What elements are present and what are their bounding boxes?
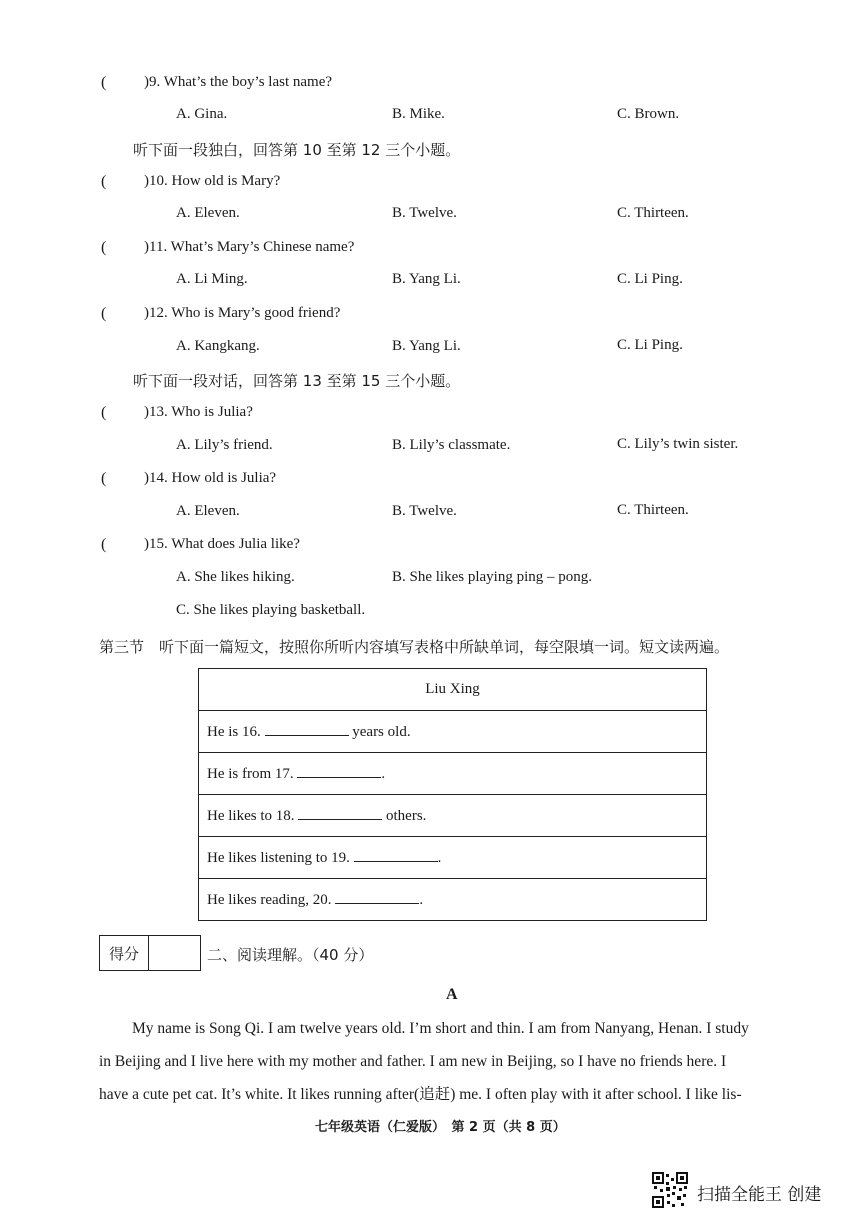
q10-option-b: B. Twelve. [392, 205, 457, 221]
q13-option-b: B. Lily’s classmate. [392, 437, 511, 453]
blank-17[interactable] [297, 765, 381, 778]
q14-option-c: C. Thirteen. [617, 502, 689, 518]
answer-paren: ( [101, 470, 107, 487]
table-header: Liu Xing [199, 669, 707, 711]
blank-16[interactable] [265, 723, 349, 736]
question-15: )15. What does Julia like? [144, 536, 300, 552]
q13-option-c: C. Lily’s twin sister. [617, 436, 739, 452]
passage-letter: A [446, 986, 458, 1003]
q11-option-a: A. Li Ming. [176, 271, 248, 287]
row-suffix: others. [386, 807, 427, 824]
q12-option-a: A. Kangkang. [176, 338, 260, 354]
answer-paren: ( [101, 305, 107, 322]
table-row [199, 837, 707, 879]
fill-in-table [198, 668, 707, 921]
qr-code-icon [652, 1172, 688, 1208]
q9-option-a: A. Gina. [176, 106, 228, 122]
blank-18[interactable] [298, 807, 382, 820]
table-row [199, 879, 707, 921]
page-footer: 七年级英语（仁爱版） 第 2 页（共 8 页） [315, 1120, 566, 1135]
blank-20[interactable] [335, 891, 419, 904]
answer-paren: ( [101, 74, 107, 91]
q12-option-b: B. Yang Li. [392, 338, 461, 354]
q15-option-b: B. She likes playing ping – pong. [392, 569, 592, 585]
q14-option-b: B. Twelve. [392, 503, 457, 519]
row-prefix: He likes reading, 20. [207, 891, 332, 908]
table-row [199, 711, 707, 753]
question-11: )11. What’s Mary’s Chinese name? [144, 239, 355, 255]
score-field[interactable] [149, 936, 200, 970]
answer-paren: ( [101, 173, 107, 190]
answer-paren: ( [101, 536, 107, 553]
table-row [199, 753, 707, 795]
scanner-brand-label: 扫描全能王 创建 [697, 1185, 822, 1205]
row-suffix: . [419, 891, 424, 908]
question-12: )12. Who is Mary’s good friend? [144, 305, 341, 321]
row-suffix: years old. [352, 723, 411, 740]
q10-option-c: C. Thirteen. [617, 205, 689, 221]
q9-option-c: C. Brown. [617, 106, 680, 122]
table-row [199, 795, 707, 837]
row-suffix: . [437, 849, 442, 866]
row-prefix: He is from 17. [207, 765, 294, 782]
part-2-title: 二、阅读理解。（40 分） [207, 946, 374, 964]
blank-19[interactable] [354, 849, 438, 862]
q15-option-a: A. She likes hiking. [176, 569, 295, 585]
score-box [99, 935, 201, 971]
q12-option-c: C. Li Ping. [617, 337, 683, 353]
passage-text [99, 1012, 811, 1111]
section-3-instruction: 第三节 听下面一篇短文，按照你所听内容填写表格中所缺单词，每空限填一词。短文读两遍。 [99, 638, 730, 656]
q9-option-b: B. Mike. [392, 106, 445, 122]
question-14: )14. How old is Julia? [144, 470, 277, 486]
q11-option-b: B. Yang Li. [392, 271, 461, 287]
instruction-dialogue: 听下面一段对话，回答第 13 至第 15 三个小题。 [133, 372, 461, 390]
q14-option-a: A. Eleven. [176, 503, 240, 519]
question-9: )9. What’s the boy’s last name? [144, 74, 333, 90]
row-prefix: He likes to 18. [207, 807, 295, 824]
score-label: 得分 [100, 936, 149, 970]
q10-option-a: A. Eleven. [176, 205, 240, 221]
passage-line: My name is Song Qi. I am twelve years old. I’m short and thin. I am from Nanyang, Henan. I study [132, 1020, 749, 1037]
answer-paren: ( [101, 404, 107, 421]
passage-line: have a cute pet cat. It’s white. It likes running after(追赶) me. I often play with it after school. I like lis- [99, 1086, 742, 1103]
q15-option-c: C. She likes playing basketball. [176, 602, 366, 618]
question-10: )10. How old is Mary? [144, 173, 281, 189]
instruction-monologue: 听下面一段独白，回答第 10 至第 12 三个小题。 [133, 141, 461, 159]
q13-option-a: A. Lily’s friend. [176, 437, 273, 453]
passage-line: in Beijing and I live here with my mother and father. I am new in Beijing, so I have no friends here. I [99, 1053, 727, 1070]
q11-option-c: C. Li Ping. [617, 271, 683, 287]
row-prefix: He likes listening to 19. [207, 849, 350, 866]
row-suffix: . [381, 765, 386, 782]
row-prefix: He is 16. [207, 723, 261, 740]
answer-paren: ( [101, 239, 107, 256]
question-13: )13. Who is Julia? [144, 404, 253, 420]
